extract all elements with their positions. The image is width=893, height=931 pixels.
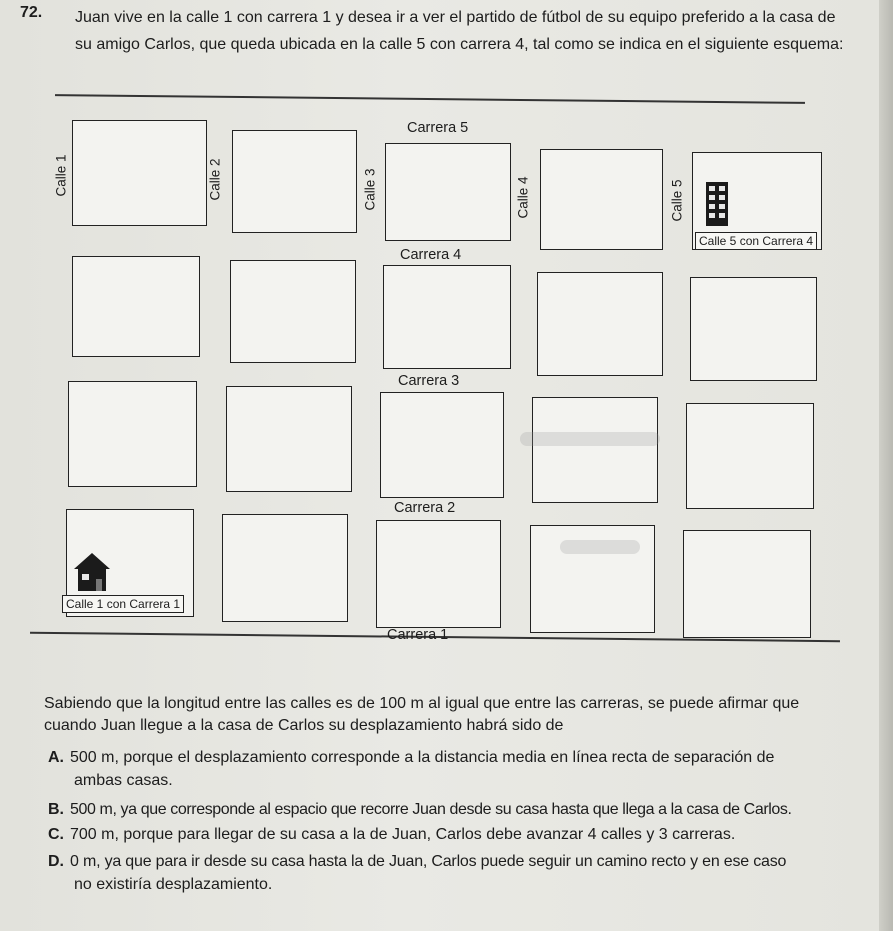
page-edge: [879, 0, 893, 931]
block: [686, 403, 814, 509]
option-text: 700 m, porque para llegar de su casa a la de Juan, Carlos debe avanzar 4 calles y 3 carreras.: [70, 826, 736, 843]
calle-1-label: Calle 1: [53, 154, 69, 197]
carrera-1-label: Carrera 1: [387, 627, 449, 643]
block: [532, 397, 658, 503]
house-icon: [70, 549, 114, 593]
block: [230, 260, 356, 363]
block: [380, 392, 504, 498]
option-letter: A.: [48, 749, 64, 766]
block: [376, 520, 501, 628]
building-icon: [706, 182, 728, 226]
option-b[interactable]: [48, 798, 848, 821]
block: [690, 277, 817, 381]
option-d[interactable]: [48, 850, 848, 896]
option-letter: D.: [48, 853, 64, 870]
question-number: 72.: [20, 4, 43, 21]
option-text-continued: ambas casas.: [74, 772, 173, 789]
block: [683, 530, 811, 638]
option-letter: C.: [48, 826, 64, 843]
option-text: 500 m, porque el desplazamiento corresponde a la distancia media en línea recta de separación de: [70, 749, 775, 766]
block: [222, 514, 348, 622]
carrera-2-label: Carrera 2: [394, 500, 456, 516]
show-through-smudge: [520, 432, 660, 446]
calle-2-label: Calle 2: [207, 158, 223, 201]
option-text-continued: no existiría desplazamiento.: [74, 876, 273, 893]
block: [68, 381, 197, 487]
block: [72, 256, 200, 357]
question-prompt: Sabiendo que la longitud entre las calles es de 100 m al igual que entre las carreras, se puede afirmar que cuando Juan llegue a la casa de Carlos su desplazamiento habrá sido de: [44, 695, 800, 734]
calle-4-label: Calle 4: [515, 176, 531, 219]
option-text: 0 m, ya que para ir desde su casa hasta la de Juan, Carlos puede seguir un camino recto y en ese caso: [70, 853, 787, 870]
option-a[interactable]: [48, 746, 848, 792]
block: [226, 386, 352, 492]
block: [383, 265, 511, 369]
carrera-3-label: Carrera 3: [398, 373, 460, 389]
block: [385, 143, 511, 241]
start-location-label: Calle 1 con Carrera 1: [62, 595, 184, 613]
block: [72, 120, 207, 226]
option-c[interactable]: [48, 823, 848, 846]
calle-5-label: Calle 5: [669, 179, 685, 222]
carrera-5-label: Carrera 5: [407, 120, 469, 136]
block: [232, 130, 357, 233]
end-location-label: Calle 5 con Carrera 4: [695, 232, 817, 250]
show-through-smudge: [560, 540, 640, 554]
carrera-4-label: Carrera 4: [400, 247, 462, 263]
calle-3-label: Calle 3: [362, 168, 378, 211]
question-intro: Juan vive en la calle 1 con carrera 1 y desea ir a ver el partido de fútbol de su equipo preferido a la casa de su amigo Carlos, que queda ubicada en la calle 5 con carrera 4, tal como se indica en el siguiente esquema:: [75, 9, 844, 53]
option-text: 500 m, ya que corresponde al espacio que recorre Juan desde su casa hasta que llega a la casa de Carlos.: [70, 801, 792, 818]
option-letter: B.: [48, 801, 64, 818]
block: [540, 149, 663, 250]
block: [537, 272, 663, 376]
